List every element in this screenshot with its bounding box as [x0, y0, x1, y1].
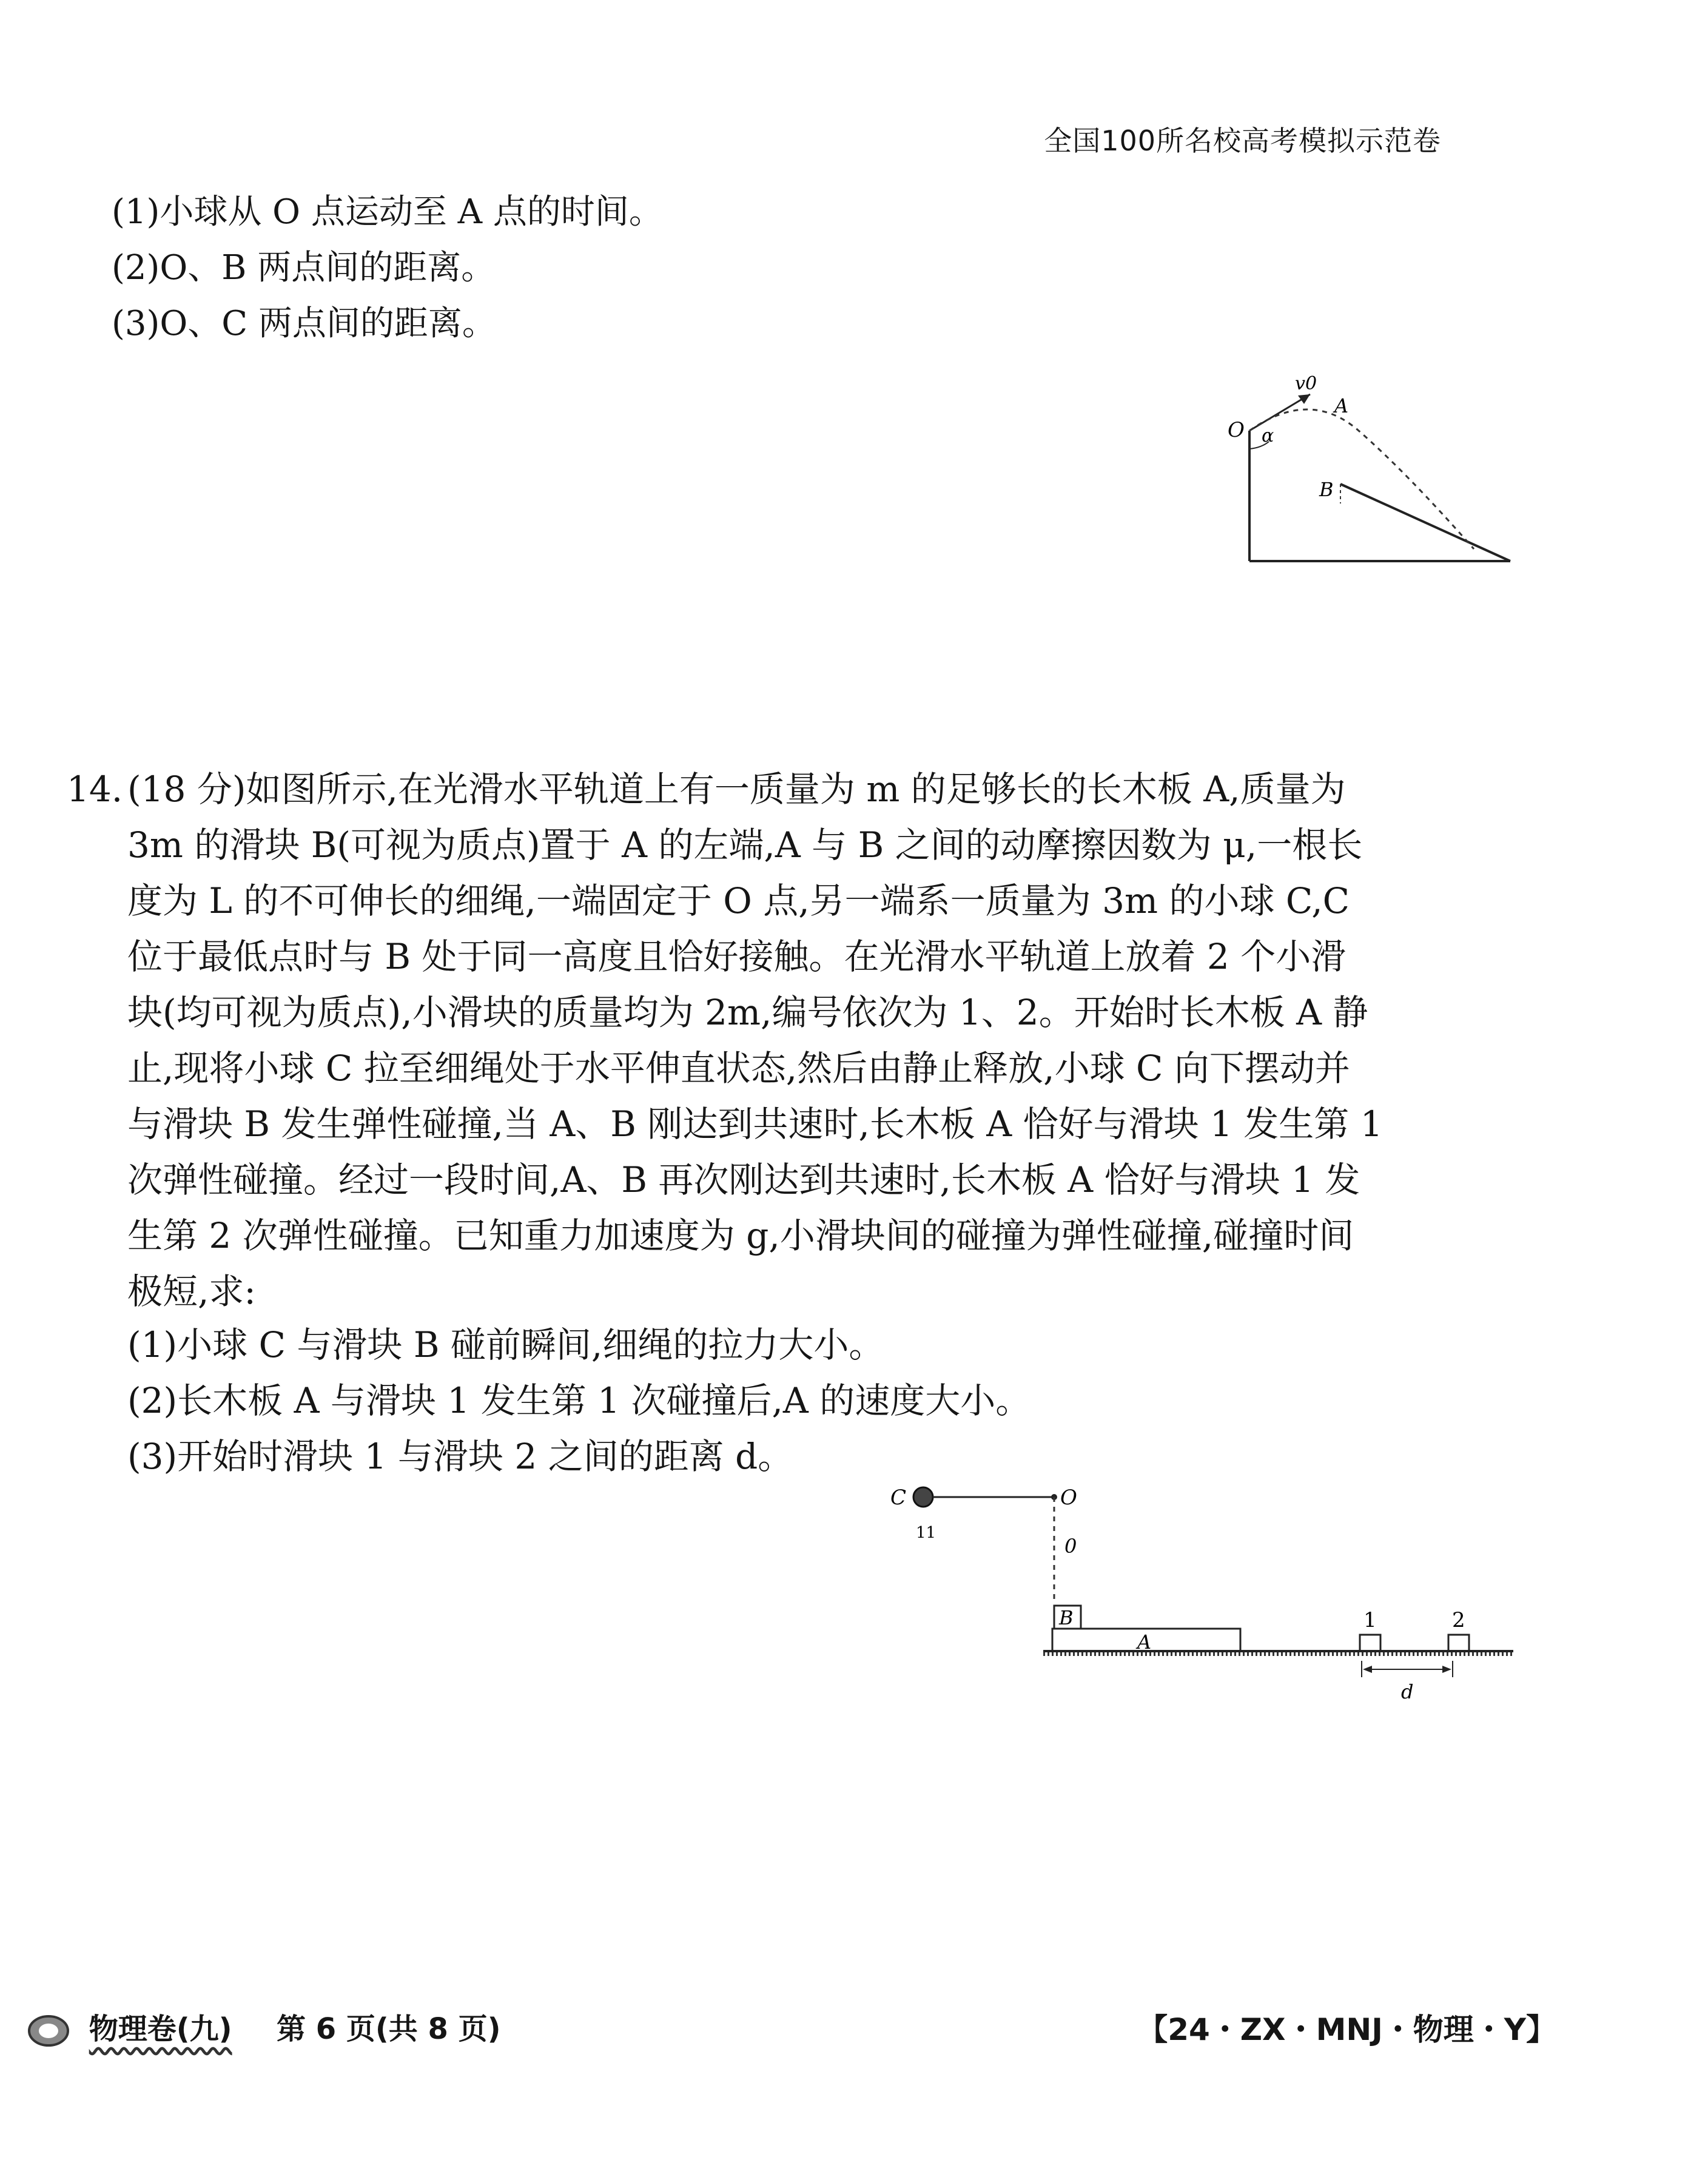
q13-sub-question-1: (1)小球从 O 点运动至 A 点的时间。 — [112, 192, 663, 232]
exam-series-header: 全国100所名校高考模拟示范卷 — [1044, 124, 1441, 157]
footer-left — [24, 2005, 501, 2049]
q14-stem — [67, 761, 1522, 1319]
q13-sub-question-3: (3)O、C 两点间的距离。 — [112, 304, 496, 343]
q14-sub-question-1: (1)小球 C 与滑块 B 碰前瞬间,细绳的拉力大小。 — [127, 1324, 884, 1365]
footer-paper-title: 物理卷(九) — [89, 2012, 232, 2046]
q14-figure-d-arrowhead-right — [1442, 1666, 1451, 1673]
q14-figure-label-2: 2 — [1452, 1608, 1465, 1632]
footer-exam-code: 【24・ZX・MNJ・物理・Y】 — [1137, 2012, 1556, 2047]
q14-line-3: 度为 L 的不可伸长的细绳,一端固定于 O 点,另一端系一质量为 3m 的小球 C,C — [127, 880, 1350, 921]
q13-figure — [1219, 364, 1522, 570]
q14-line-2: 3m 的滑块 B(可视为质点)置于 A 的左端,A 与 B 之间的动摩擦因数为 μ,一根长 — [127, 824, 1363, 866]
q14-sub-question-2: (2)长木板 A 与滑块 1 发生第 1 次碰撞后,A 的速度大小。 — [127, 1380, 1031, 1421]
q14-figure-slider-1 — [1360, 1635, 1380, 1651]
q13-figure-label-o: O — [1228, 418, 1245, 442]
q14-figure-ball-c — [913, 1487, 933, 1507]
q14-figure-d-arrowhead-left — [1363, 1666, 1372, 1673]
q14-figure-label-o: O — [1060, 1486, 1077, 1510]
q14-figure-label-1: 1 — [1363, 1608, 1377, 1632]
q13-figure-label-b: B — [1319, 478, 1334, 501]
q14-line-7: 与滑块 B 发生弹性碰撞,当 A、B 刚达到共速时,长木板 A 恰好与滑块 1 发生第 1 — [127, 1103, 1383, 1145]
q14-figure-handwritten-mark-1: 11 — [916, 1524, 936, 1542]
q14-figure-label-a: A — [1137, 1630, 1152, 1654]
q14-number: 14. — [67, 769, 123, 810]
q13-figure-label-v0: v0 — [1295, 373, 1317, 394]
footer-page-number: 第 6 页(共 8 页) — [277, 2012, 501, 2046]
q14-line-10: 极短,求: — [127, 1271, 256, 1312]
q13-figure-incline — [1340, 484, 1510, 561]
q14-line-6: 止,现将小球 C 拉至细绳处于水平伸直状态,然后由静止释放,小球 C 向下摆动并 — [127, 1048, 1350, 1089]
q13-figure-v0-arrowhead — [1298, 394, 1310, 404]
q14-figure-label-c: C — [890, 1486, 907, 1510]
q14-line-5: 块(均可视为质点),小滑块的质量均为 2m,编号依次为 1、2。开始时长木板 A 静 — [127, 992, 1368, 1033]
q14-figure — [879, 1468, 1522, 1723]
q13-figure-label-alpha: α — [1262, 425, 1274, 446]
q14-figure-label-d: d — [1401, 1680, 1414, 1703]
publisher-logo-icon — [24, 2013, 79, 2049]
q14-line-1: (18 分)如图所示,在光滑水平轨道上有一质量为 m 的足够长的长木板 A,质量为 — [127, 769, 1346, 810]
q13-figure-label-a: A — [1334, 394, 1349, 417]
q14-sub-question-3: (3)开始时滑块 1 与滑块 2 之间的距离 d。 — [127, 1436, 793, 1477]
q13-sub-question-2: (2)O、B 两点间的距离。 — [112, 248, 496, 288]
q14-line-4: 位于最低点时与 B 处于同一高度且恰好接触。在光滑水平轨道上放着 2 个小滑 — [127, 936, 1347, 977]
q14-figure-handwritten-mark-2: 0 — [1064, 1535, 1077, 1558]
q14-line-8: 次弹性碰撞。经过一段时间,A、B 再次刚达到共速时,长木板 A 恰好与滑块 1 发 — [127, 1159, 1360, 1200]
q14-line-9: 生第 2 次弹性碰撞。已知重力加速度为 g,小滑块间的碰撞为弹性碰撞,碰撞时间 — [127, 1215, 1354, 1256]
q14-figure-slider-2 — [1448, 1635, 1469, 1651]
q14-figure-label-b: B — [1059, 1606, 1074, 1629]
